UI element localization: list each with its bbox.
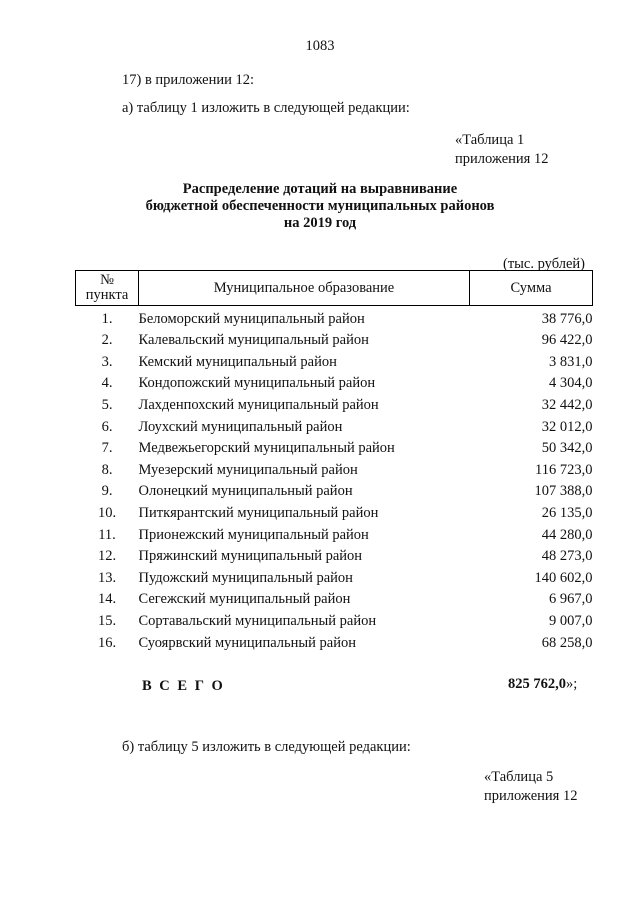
- row-number: 9.: [101, 483, 113, 500]
- table-row: [76, 544, 593, 566]
- table-row: [76, 392, 593, 414]
- row-municipality: Лахденпохский муниципальный район: [138, 396, 379, 413]
- row-municipality: Кондопожский муниципальный район: [138, 375, 376, 392]
- table-row: [76, 306, 593, 328]
- row-municipality: Пудожский муниципальный район: [138, 569, 353, 586]
- row-sum: 26 135,0: [541, 504, 593, 521]
- header-number: [76, 271, 139, 306]
- table-row: [76, 608, 593, 630]
- title-line1: Распределение дотаций на выравнивание: [182, 181, 458, 197]
- row-number: 3.: [101, 353, 113, 370]
- table-row: [76, 414, 593, 436]
- row-municipality: Калевальский муниципальный район: [138, 332, 369, 349]
- row-municipality: Муезерский муниципальный район: [138, 461, 358, 478]
- table-caption-1: [455, 131, 548, 169]
- total-amount: 825 762,0: [508, 676, 566, 692]
- row-sum: 116 723,0: [535, 461, 593, 478]
- row-sum: 44 280,0: [541, 526, 593, 543]
- table-row: [76, 479, 593, 501]
- subsidy-table: [75, 270, 593, 652]
- table-row: [76, 522, 593, 544]
- row-municipality: Питкярантский муниципальный район: [138, 504, 379, 521]
- row-number: 8.: [101, 461, 113, 478]
- caption-1-line2: приложения 12: [455, 151, 549, 167]
- row-municipality: Прионежский муниципальный район: [138, 526, 369, 543]
- header-number-line1: №: [100, 272, 114, 288]
- row-sum: 140 602,0: [534, 569, 593, 586]
- table-row: [76, 500, 593, 522]
- header-number-line2: пункта: [85, 287, 129, 303]
- title-line2: бюджетной обеспеченности муниципальных районов: [145, 198, 495, 214]
- table-row: [76, 436, 593, 458]
- row-number: 16.: [97, 634, 117, 651]
- row-sum: 96 422,0: [541, 332, 593, 349]
- page-number: 1083: [305, 38, 335, 54]
- row-sum: 32 012,0: [541, 418, 593, 435]
- row-number: 1.: [101, 310, 113, 327]
- row-number: 2.: [101, 332, 113, 349]
- row-municipality: Лоухский муниципальный район: [138, 418, 343, 435]
- caption-1-line1: «Таблица 1: [455, 132, 525, 148]
- row-sum: 32 442,0: [541, 396, 593, 413]
- row-number: 15.: [97, 612, 117, 629]
- row-municipality: Медвежьегорский муниципальный район: [138, 440, 395, 457]
- row-municipality: Олонецкий муниципальный район: [138, 483, 353, 500]
- table-row: [76, 587, 593, 609]
- header-sum: Сумма: [470, 271, 593, 306]
- row-sum: 48 273,0: [541, 548, 593, 565]
- row-number: 4.: [101, 375, 113, 392]
- table-row: [76, 630, 593, 652]
- row-sum: 3 831,0: [549, 353, 593, 370]
- row-sum: 9 007,0: [549, 612, 593, 629]
- row-sum: 38 776,0: [541, 310, 593, 327]
- row-number: 11.: [98, 526, 116, 543]
- row-sum: 50 342,0: [541, 440, 593, 457]
- total-label: В С Е Г О: [142, 678, 225, 694]
- row-municipality: Пряжинский муниципальный район: [138, 548, 363, 565]
- row-municipality: Суоярвский муниципальный район: [138, 634, 356, 651]
- row-sum: 68 258,0: [541, 634, 593, 651]
- row-number: 6.: [101, 418, 113, 435]
- table-row: [76, 457, 593, 479]
- table-row: [76, 371, 593, 393]
- row-number: 10.: [97, 504, 117, 521]
- total-suffix: »;: [566, 676, 578, 692]
- row-sum: 4 304,0: [549, 375, 593, 392]
- total-value: [508, 676, 577, 693]
- table-caption-5: [484, 768, 577, 806]
- row-number: 14.: [97, 591, 117, 608]
- row-municipality: Кемский муниципальный район: [138, 353, 337, 370]
- unit-label: (тыс. рублей): [503, 256, 585, 272]
- amendment-item-b: б) таблицу 5 изложить в следующей редакции:: [122, 739, 411, 755]
- table-row: [76, 565, 593, 587]
- row-sum: 107 388,0: [534, 483, 593, 500]
- table-header-row: [76, 271, 593, 306]
- row-number: 5.: [101, 396, 113, 413]
- row-number: 12.: [97, 548, 117, 565]
- table-body: [76, 306, 593, 652]
- row-sum: 6 967,0: [549, 591, 593, 608]
- amendment-item-a: а) таблицу 1 изложить в следующей редакции:: [122, 100, 410, 116]
- header-municipality: Муниципальное образование: [139, 271, 470, 306]
- title-line3: на 2019 год: [283, 215, 357, 231]
- row-municipality: Сортавальский муниципальный район: [138, 612, 377, 629]
- row-municipality: Сегежский муниципальный район: [138, 591, 351, 608]
- amendment-item-17: 17) в приложении 12:: [122, 72, 255, 88]
- table-row: [76, 349, 593, 371]
- table-title: [0, 181, 640, 232]
- row-number: 7.: [101, 440, 113, 457]
- caption-5-line2: приложения 12: [484, 788, 578, 804]
- row-municipality: Беломорский муниципальный район: [138, 310, 365, 327]
- row-number: 13.: [97, 569, 117, 586]
- caption-5-line1: «Таблица 5: [484, 769, 554, 785]
- table-row: [76, 328, 593, 350]
